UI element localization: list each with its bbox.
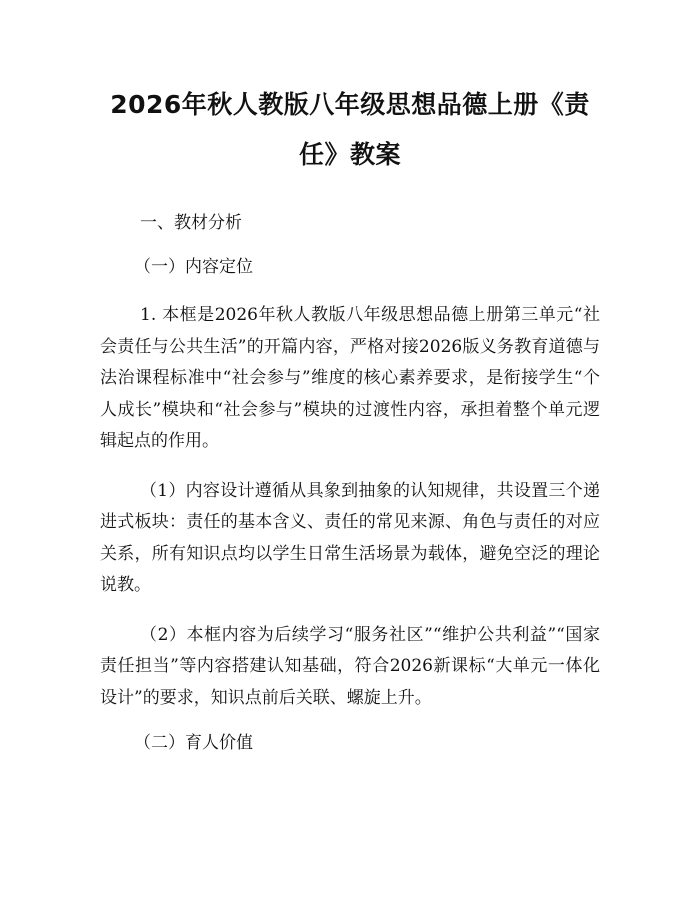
paragraph-3: （2）本框内容为后续学习“服务社区”“维护公共利益”“国家责任担当”等内容搭建认知基础，符合2026新课标“大单元一体化设计”的要求，知识点前后关联、螺旋上升。: [100, 624, 600, 708]
paragraph-2: （1）内容设计遵循从具象到抽象的认知规律，共设置三个递进式板块：责任的基本含义、责任的常见来源、角色与责任的对应关系，所有知识点均以学生日常生活场景为载体，避免空泛的理论说教。: [100, 480, 600, 595]
subsection-heading-content-positioning: （一）内容定位: [134, 257, 253, 277]
section-heading-textbook-analysis: 一、教材分析: [140, 213, 242, 233]
subsection-heading-educational-value: （二）育人价值: [134, 733, 253, 753]
paragraph-1: 1. 本框是2026年秋人教版八年级思想品德上册第三单元“社会责任与公共生活”的开篇内容，严格对接2026版义务教育道德与法治课程标准中“社会参与”维度的核心素养要求，是衔接学生“个人成长”模块和“社会参与”模块的过渡性内容，承担着整个单元逻辑起点的作用。: [100, 305, 600, 451]
document-title: 2026年秋人教版八年级思想品德上册《责任》教案: [110, 90, 590, 169]
